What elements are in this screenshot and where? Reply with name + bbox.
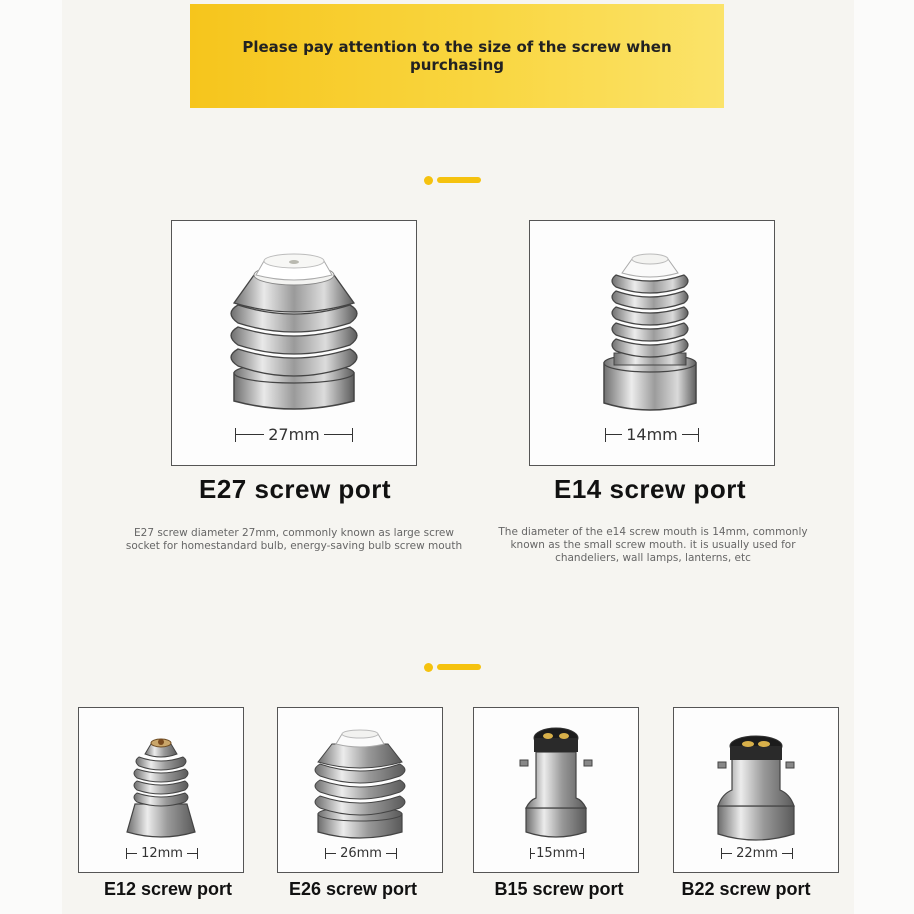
divider-bar <box>437 177 481 183</box>
e12-label: E12 screw port <box>103 879 233 899</box>
banner-text: Please pay attention to the size of the screw when purchasing <box>242 38 672 74</box>
e27-dimension-value: 27mm <box>268 425 320 444</box>
b15-card <box>473 707 639 873</box>
b22-label: B22 screw port <box>681 879 811 899</box>
right-margin <box>854 0 914 914</box>
e27-description: E27 screw diameter 27mm, commonly known as large screw socket for homestandard bulb, energy-saving bulb screw mouth <box>125 527 463 552</box>
divider-bar <box>437 664 481 670</box>
b22-card <box>673 707 839 873</box>
section-divider-1 <box>424 170 504 190</box>
e26-card <box>277 707 443 873</box>
e12-dimension-value: 12mm <box>141 846 183 861</box>
notice-banner <box>190 4 724 108</box>
e27-dimension <box>230 425 358 444</box>
left-margin <box>0 0 62 914</box>
e26-label: E26 screw port <box>288 879 418 899</box>
e26-dimension-value: 26mm <box>340 846 382 861</box>
b22-dimension-value: 22mm <box>736 846 778 861</box>
b15-dimension-value: 15mm <box>536 846 578 861</box>
divider-dot <box>424 663 433 672</box>
e12-dimension <box>113 846 211 861</box>
b15-label: B15 screw port <box>494 879 624 899</box>
e27-card <box>171 220 417 466</box>
e14-label: E14 screw port <box>554 474 746 504</box>
e26-dimension <box>312 846 410 861</box>
e14-dimension <box>588 425 716 444</box>
e14-card <box>529 220 775 466</box>
b22-dimension <box>708 846 806 861</box>
section-divider-2 <box>424 657 504 677</box>
e12-card <box>78 707 244 873</box>
divider-dot <box>424 176 433 185</box>
e27-label: E27 screw port <box>199 474 391 504</box>
b15-dimension <box>508 846 606 861</box>
e14-dimension-value: 14mm <box>626 425 678 444</box>
e14-description: The diameter of the e14 screw mouth is 14mm, commonly known as the small screw mouth. it is usually used for chandeliers, wall lamps, lanterns, etc <box>498 526 808 564</box>
